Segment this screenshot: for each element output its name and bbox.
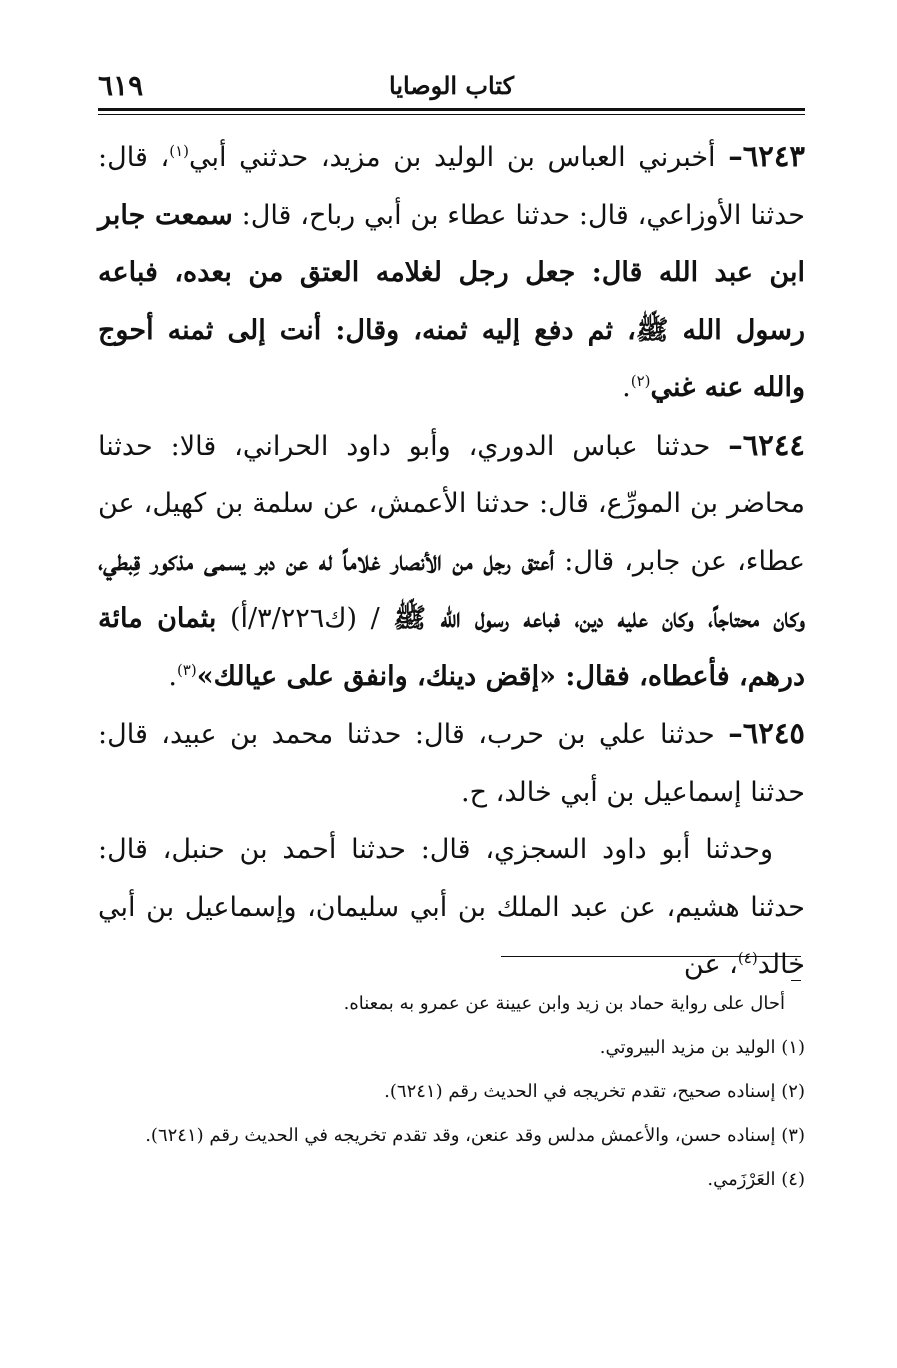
footnote-dash: [791, 980, 801, 981]
running-title: كتاب الوصايا: [389, 71, 514, 100]
isnad-text: وحدثنا أبو داود السجزي، قال: حدثنا أحمد بن حنبل، قال: حدثنا هشيم، عن عبد الملك بن أبي سليمان، وإسماعيل بن أبي خالد: [98, 834, 805, 980]
main-text: [98, 128, 805, 994]
footnote-carryover: أحال على رواية حماد بن زيد وابن عيينة عن عمرو به بمعناه.: [343, 993, 785, 1014]
hadith-6243: [98, 128, 805, 417]
hadith-number: ٦٢٤٤–: [728, 427, 805, 462]
footnote-2: (٢) إسناده صحيح، تقدم تخريجه في الحديث رقم (٦٢٤١).: [384, 1081, 805, 1102]
page-header: [98, 66, 805, 106]
footnote-ref: (٢): [630, 372, 651, 390]
page-number: ٦١٩: [98, 69, 144, 102]
matn-text: سمعت جابر ابن عبد الله قال: جعل رجل لغلامه العتق من بعده، فباعه رسول الله ﷺ، ثم دفع إليه ثمنه، وقال: أنت إلى ثمنه أحوج والله عنه غني: [98, 199, 805, 403]
header-rule-thin: [98, 114, 805, 115]
isnad-text: أخبرني العباس بن الوليد بن مزيد، حدثني أبي: [189, 142, 729, 173]
hadith-number: ٦٢٤٥–: [728, 716, 805, 750]
hadith-6245: [98, 705, 805, 821]
footnotes: [98, 982, 805, 1202]
period: .: [622, 372, 631, 403]
footnote-1: (١) الوليد بن مزيد البيروتي.: [599, 1037, 805, 1058]
footnote-ref: (٣): [176, 660, 197, 679]
footnote-ref: (١): [169, 142, 189, 160]
footnote-ref: (٤): [737, 949, 758, 967]
isnad-text: حدثنا علي بن حرب، قال: حدثنا محمد بن عبيد، قال: حدثنا إسماعيل بن أبي خالد، ح.: [98, 719, 805, 808]
isnad-text: حدثنا عباس الدوري، وأبو داود الحراني، قالا: حدثنا محاضر بن المورِّع، قال: حدثنا الأعمش، عن سلمة بن كهيل، عن عطاء، عن جابر، قال:: [98, 430, 805, 577]
isnad-text: ، قال: حدثنا الأوزاعي، قال: حدثنا عطاء بن أبي رباح، قال:: [98, 142, 805, 231]
isnad-text: ، عن: [683, 949, 738, 980]
header-rule: [98, 108, 805, 111]
footnote-3: (٣) إسناده حسن، والأعمش مدلس وقد عنعن، وقد تقدم تخريجه في الحديث رقم (٦٢٤١).: [145, 1125, 805, 1146]
period: .: [168, 660, 177, 692]
hadith-number: ٦٢٤٣–: [728, 139, 805, 173]
footnote-4: (٤) العَرْزَمي.: [707, 1169, 805, 1190]
hadith-6244: [98, 417, 805, 706]
continuation-paragraph: [98, 821, 805, 994]
manuscript-ref: / (ك٣/٢٢٦/أ): [216, 603, 394, 634]
matn-text: بثمان مائة درهم، فأعطاه، فقال: «إقض دينك، وانفق على عيالك»: [98, 603, 805, 692]
matn-text: أعتق رجل من الأنصار غلاماً له عن دبر يسمى مذكور قِبطي، وكان محتاجاً، وكان عليه دين، فباعه رسول الله ﷺ: [98, 545, 806, 634]
footnote-separator: [501, 956, 801, 957]
